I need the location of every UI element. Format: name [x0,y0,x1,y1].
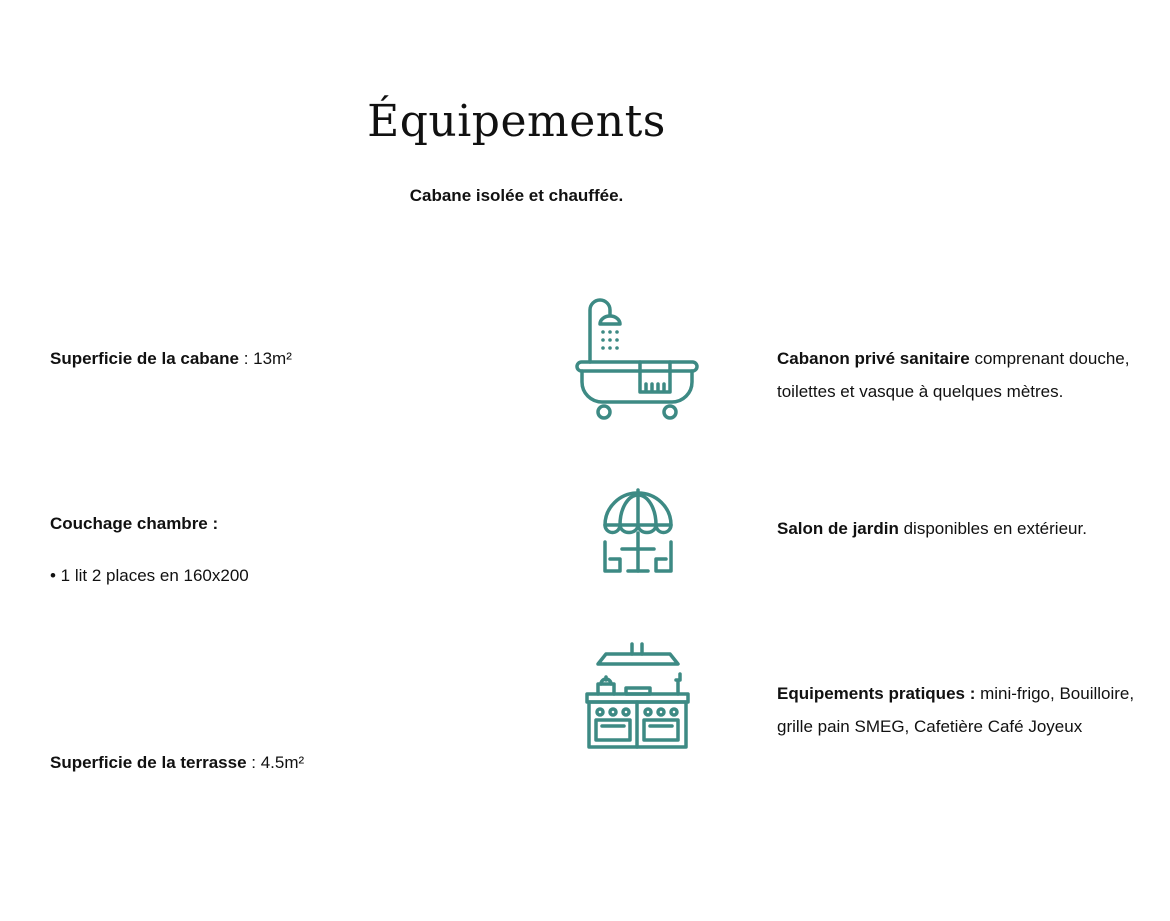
sanitaire-text-1: comprenant douche, [969,349,1130,368]
sanitaire-line1 [777,342,1129,375]
superficie-cabane [50,342,292,375]
garden-umbrella-table-icon [600,487,676,579]
kitchen-stove-icon [584,640,692,750]
couchage-item-text: • 1 lit 2 places en 160x200 [50,566,249,585]
couchage-label: Couchage chambre : [50,514,219,533]
pratiques-label: Equipements pratiques : [777,684,976,703]
couchage-item [50,559,249,592]
superficie-cabane-value: : 13m² [238,349,292,368]
couchage-chambre [50,507,218,540]
jardin-text: disponibles en extérieur. [898,519,1087,538]
sanitaire-text-2: toilettes et vasque à quelques mètres. [777,382,1064,401]
pratiques-line1 [777,677,1134,710]
superficie-terrasse [50,746,304,779]
superficie-terrasse-value: : 4.5m² [246,753,305,772]
bathtub-shower-icon [574,296,700,424]
jardin-line [777,512,1087,545]
jardin-label: Salon de jardin [777,519,899,538]
superficie-cabane-label: Superficie de la cabane [50,349,239,368]
page-title: Équipements [367,96,666,147]
pratiques-line2 [777,710,1082,743]
pratiques-text-2: grille pain SMEG, Cafetière Café Joyeux [777,717,1083,736]
sanitaire-label: Cabanon privé sanitaire [777,349,970,368]
sanitaire-line2 [777,375,1063,408]
page-subtitle: Cabane isolée et chauffée. [409,186,624,205]
superficie-terrasse-label: Superficie de la terrasse [50,753,247,772]
pratiques-text-1: mini-frigo, Bouilloire, [975,684,1135,703]
